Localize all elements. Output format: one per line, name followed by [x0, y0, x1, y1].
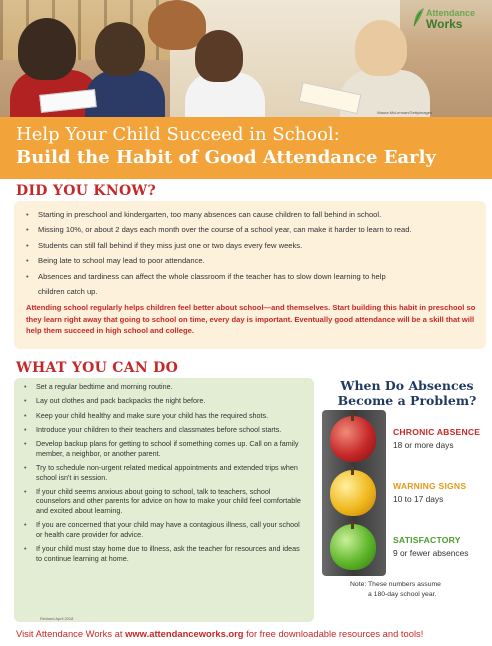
level-value: 18 or more days — [393, 440, 454, 450]
child-2-body — [85, 70, 165, 117]
list-item: • If your child must stay home due to illness, ask the teacher for resources and ideas to continue learning at home. — [24, 544, 306, 563]
did-you-know-list — [26, 207, 476, 284]
note-line2: a 180-day school year. — [368, 591, 437, 598]
list-item: • Missing 10%, or about 2 days each month over the course of a school year, can make it harder to learn to read. — [26, 222, 476, 237]
child-1-head — [18, 18, 76, 80]
list-item: • Students can still fall behind if they miss just one or two days every few weeks. — [26, 238, 476, 253]
footer — [16, 628, 423, 639]
absences-heading-line1: When Do Absences — [340, 378, 474, 393]
list-item: • Set a regular bedtime and morning routine. — [24, 382, 306, 392]
level-label: WARNING SIGNS — [393, 481, 467, 491]
level-label: SATISFACTORY — [393, 535, 461, 545]
footer-link[interactable]: www.attendanceworks.org — [125, 628, 244, 639]
traffic-light — [322, 410, 386, 576]
level-satisfactory — [393, 535, 468, 558]
list-item: • Develop backup plans for getting to school if something comes up. Call on a family member, a neighbor, or another parent. — [24, 439, 306, 458]
revised-date: Revised April 2018 — [40, 616, 74, 621]
absences-heading — [322, 378, 492, 408]
list-item: • Try to schedule non-urgent related medical appointments and extended trips when school isn't in session. — [24, 463, 306, 482]
what-you-can-do-box — [14, 378, 314, 622]
did-you-know-note: Attending school regularly helps children feel better about school—and themselves. Start building this habit in preschool so they learn right away that going to school on time, every day is important. Eventually good attendance will be a skill that will help them succeed in high school and college. — [26, 303, 476, 336]
header-photo — [0, 0, 492, 117]
green-apple-icon — [330, 524, 376, 570]
note-line1: Note: These numbers assume — [350, 581, 441, 588]
list-item: • Being late to school may lead to poor attendance. — [26, 253, 476, 268]
did-you-know-heading: DID YOU KNOW? — [16, 183, 156, 199]
footer-suffix: for free downloadable resources and tools! — [243, 628, 424, 639]
red-apple-icon — [330, 416, 376, 462]
child-2-head — [95, 22, 145, 76]
footer-prefix: Visit Attendance Works at — [16, 628, 126, 639]
level-warning-signs — [393, 481, 466, 504]
page-title-line1: Help Your Child Succeed in School: — [16, 124, 340, 145]
what-you-can-do-list — [24, 382, 306, 563]
level-value: 9 or fewer absences — [393, 548, 469, 558]
child-3-head — [195, 30, 243, 82]
logo-line2: Works — [426, 17, 463, 31]
list-item: • Introduce your children to their teachers and classmates before school starts. — [24, 425, 306, 435]
photo-credit: Maura McLennan/Gettyimages — [377, 110, 432, 115]
title-banner — [0, 117, 492, 179]
did-you-know-box — [14, 201, 486, 349]
level-chronic-absence — [393, 427, 480, 450]
absences-note — [350, 580, 490, 600]
list-item: • Absences and tardiness can affect the whole classroom if the teacher has to slow down learning to help — [26, 269, 476, 284]
level-label: CHRONIC ABSENCE — [393, 427, 481, 437]
logo-line1: Attendance — [426, 8, 476, 18]
yellow-apple-icon — [330, 470, 376, 516]
list-item: • Keep your child healthy and make sure your child has the required shots. — [24, 411, 306, 421]
page-title-line2: Build the Habit of Good Attendance Early — [16, 147, 436, 168]
list-item: • If you are concerned that your child may have a contagious illness, call your school or health care provider for advice. — [24, 520, 306, 539]
list-item: • Starting in preschool and kindergarten, too many absences can cause children to fall behind in school. — [26, 207, 476, 222]
absences-heading-line2: Become a Problem? — [337, 393, 477, 408]
level-value: 10 to 17 days — [393, 494, 444, 504]
attendance-works-logo — [412, 4, 484, 36]
list-item: • If your child seems anxious about going to school, talk to teachers, school counselors and other parents for advice on how to make your child feel comfortable and excited about learning. — [24, 487, 306, 516]
what-you-can-do-heading: WHAT YOU CAN DO — [16, 360, 179, 376]
leaf-icon — [412, 6, 426, 28]
list-item-continuation: children catch up. — [38, 287, 98, 297]
list-item: • Lay out clothes and pack backpacks the night before. — [24, 396, 306, 406]
child-4-head — [355, 20, 407, 76]
